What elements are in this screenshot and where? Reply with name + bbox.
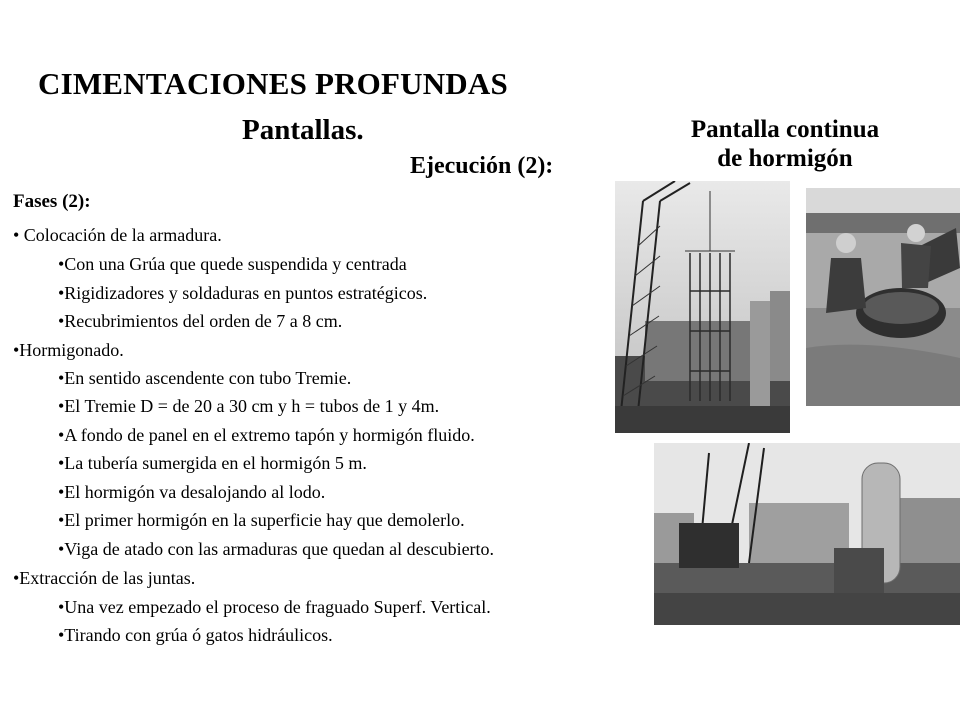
bullet-item-15: •Tirando con grúa ó gatos hidráulicos. [58, 625, 333, 645]
bullet-item-9: •La tubería sumergida en el hormigón 5 m. [58, 453, 367, 473]
crane-with-tremie-site-photo [654, 443, 960, 625]
bullet-item-2: •Con una Grúa que quede suspendida y centrada [58, 254, 407, 274]
section-heading: Ejecución (2): [410, 153, 554, 179]
bullet-item-10: •El hormigón va desalojando al lodo. [58, 482, 326, 502]
bullet-item-12: •Viga de atado con las armaduras que quedan al descubierto. [58, 539, 495, 559]
phases-heading: Fases (2): [13, 191, 91, 212]
bullet-item-6: •En sentido ascendente con tubo Tremie. [58, 368, 352, 388]
bullet-item-4: •Recubrimientos del orden de 7 a 8 cm. [58, 311, 343, 331]
bullet-item-3: •Rigidizadores y soldaduras en puntos estratégicos. [58, 283, 428, 303]
slide-title: CIMENTACIONES PROFUNDAS [38, 66, 508, 101]
figure-title-line-1: Pantalla continua [690, 116, 880, 143]
bullet-item-8: •A fondo de panel en el extremo tapón y hormigón fluido. [58, 425, 475, 445]
bullet-item-13: •Extracción de las juntas. [13, 568, 196, 588]
bullet-item-11: •El primer hormigón en la superficie hay que demolerlo. [58, 510, 465, 530]
bullet-item-14: •Una vez empezado el proceso de fraguado Superf. Vertical. [58, 597, 491, 617]
figure-title [640, 115, 930, 173]
bullet-item-5: •Hormigonado. [13, 340, 124, 360]
crane-lifting-reinforcement-cage-photo [615, 181, 790, 433]
workers-pouring-concrete-photo [806, 188, 960, 406]
bullet-item-1: • Colocación de la armadura. [13, 225, 222, 245]
figure-title-line-2: de hormigón [717, 145, 853, 172]
slide-subtitle: Pantallas. [242, 114, 364, 146]
bullet-item-7: •El Tremie D = de 20 a 30 cm y h = tubos de 1 y 4m. [58, 396, 440, 416]
